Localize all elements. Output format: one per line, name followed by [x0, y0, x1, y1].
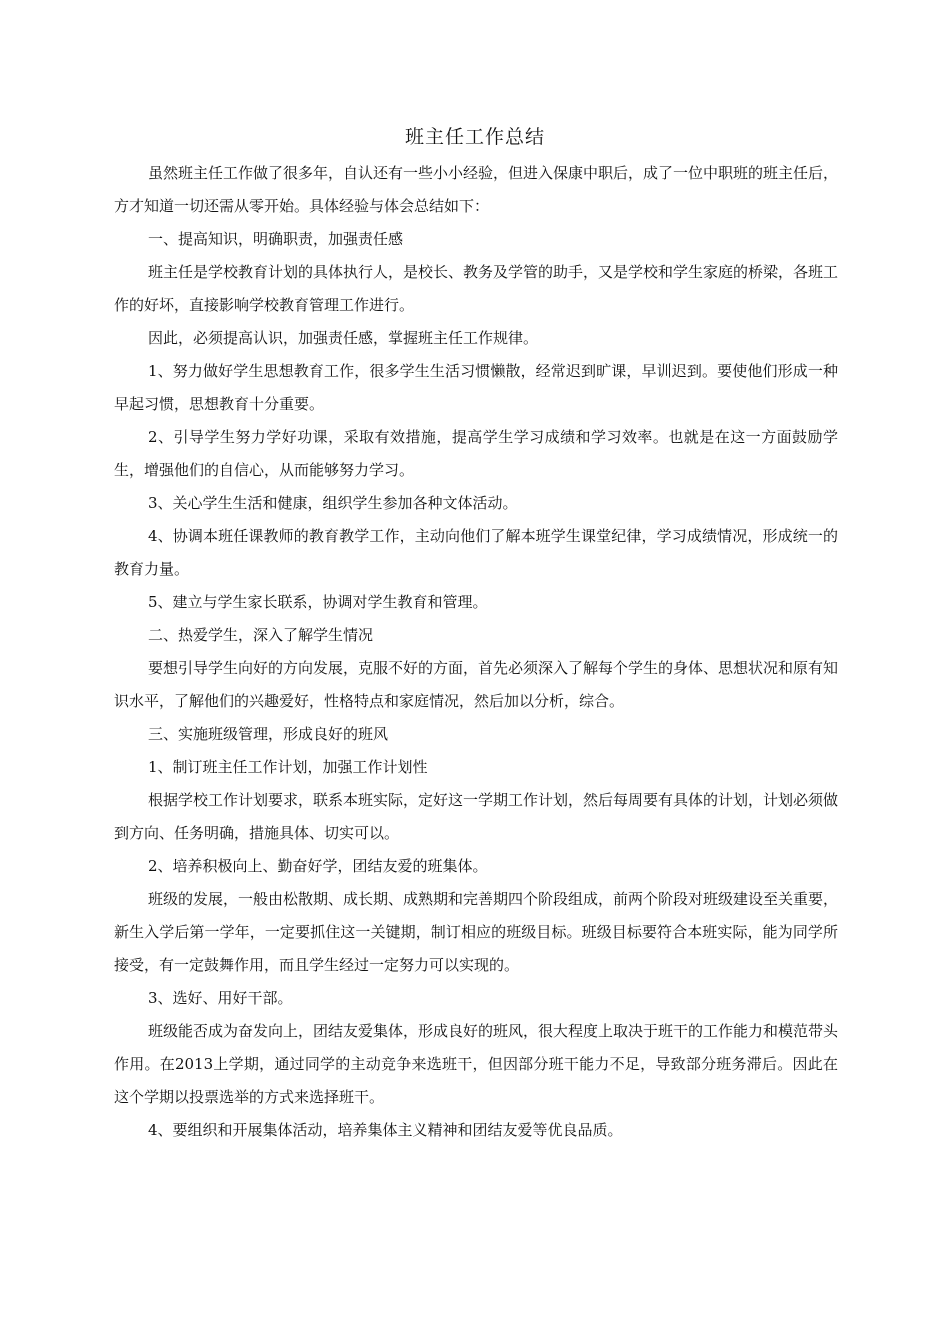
list-item: 5、建立与学生家长联系，协调对学生教育和管理。	[148, 593, 488, 611]
heading-section-2: 二、热爱学生，深入了解学生情况	[148, 626, 374, 644]
heading-section-3: 三、实施班级管理，形成良好的班风	[148, 725, 389, 743]
list-item: 1、制订班主任工作计划，加强工作计划性	[148, 758, 428, 776]
list-item: 2、引导学生努力学好功课，采取有效措施，提高学生学习成绩和学习效率。也就是在这一方面鼓励学生，增强他们的自信心，从而能够努力学习。	[114, 428, 838, 479]
paragraph: 要想引导学生向好的方向发展，克服不好的方面，首先必须深入了解每个学生的身体、思想状况和原有知识水平，了解他们的兴趣爱好，性格特点和家庭情况，然后加以分析，综合。	[114, 659, 839, 710]
list-item: 1、努力做好学生思想教育工作，很多学生生活习惯懒散，经常迟到旷课，早训迟到。要使他们形成一种早起习惯，思想教育十分重要。	[114, 362, 838, 413]
heading-section-1: 一、提高知识，明确职责，加强责任感	[148, 230, 404, 248]
list-item: 2、培养积极向上、勤奋好学，团结友爱的班集体。	[148, 857, 488, 875]
list-item: 4、协调本班任课教师的教育教学工作，主动向他们了解本班学生课堂纪律，学习成绩情况，形成统一的教育力量。	[114, 527, 838, 578]
paragraph: 根据学校工作计划要求，联系本班实际，定好这一学期工作计划，然后每周要有具体的计划，计划必须做到方向、任务明确，措施具体、切实可以。	[114, 791, 839, 842]
paragraph: 班级的发展，一般由松散期、成长期、成熟期和完善期四个阶段组成，前两个阶段对班级建设至关重要，新生入学后第一学年，一定要抓住这一关键期，制订相应的班级目标。班级目标要符合本班实际，能为同学所接受，有一定鼓舞作用，而且学生经过一定努力可以实现的。	[114, 890, 839, 974]
list-item: 4、要组织和开展集体活动，培养集体主义精神和团结友爱等优良品质。	[148, 1121, 623, 1139]
paragraph: 因此，必须提高认识，加强责任感，掌握班主任工作规律。	[148, 329, 539, 347]
paragraph-intro: 虽然班主任工作做了很多年，自认还有一些小小经验，但进入保康中职后，成了一位中职班的班主任后，方才知道一切还需从零开始。具体经验与体会总结如下：	[114, 164, 839, 215]
document-body	[114, 157, 838, 1147]
list-item: 3、选好、用好干部。	[148, 989, 293, 1007]
list-item: 3、关心学生生活和健康，组织学生参加各种文体活动。	[148, 494, 518, 512]
paragraph: 班主任是学校教育计划的具体执行人，是校长、教务及学管的助手，又是学校和学生家庭的桥梁，各班工作的好坏，直接影响学校教育管理工作进行。	[114, 263, 839, 314]
paragraph: 班级能否成为奋发向上，团结友爱集体，形成良好的班风，很大程度上取决于班干的工作能力和模范带头作用。在2013上学期，通过同学的主动竞争来选班干，但因部分班干能力不足，导致部分班务滞后。因此在这个学期以投票选举的方式来选择班干。	[114, 1022, 839, 1106]
document-title: 班主任工作总结	[404, 126, 545, 148]
